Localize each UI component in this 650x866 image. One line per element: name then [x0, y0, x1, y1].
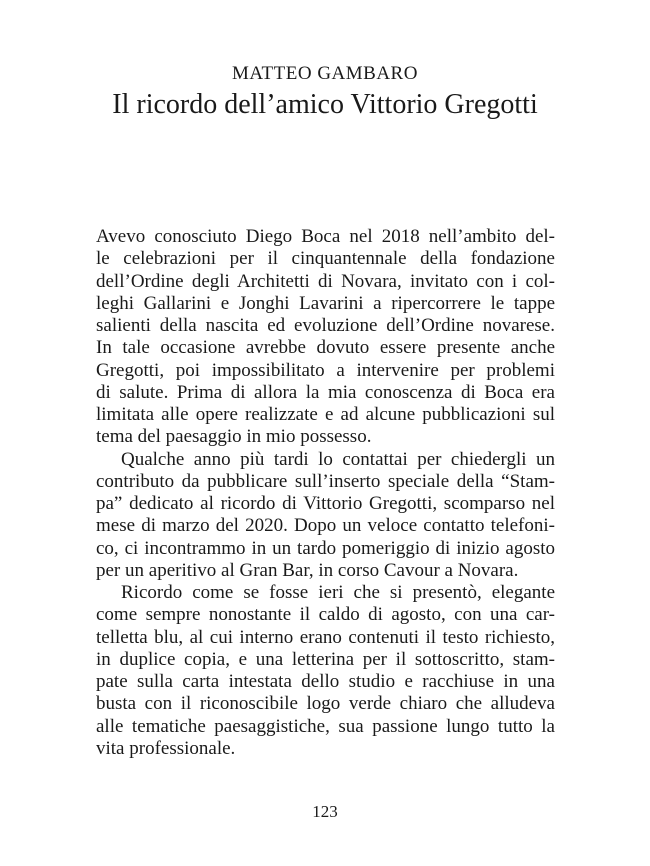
text-line: leghi Gallarini e Jonghi Lavarini a ripercorrere le tappe: [96, 292, 555, 314]
paragraph-2: [96, 449, 555, 583]
text-line: tema del paesaggio in mio possesso.: [96, 426, 372, 448]
text-line: In tale occasione avrebbe dovuto essere presente anche: [96, 337, 555, 359]
text-line: per un aperitivo al Gran Bar, in corso Cavour a Novara.: [96, 559, 519, 581]
author-name: MATTEO GAMBARO: [232, 63, 418, 84]
text-line: busta con il riconoscibile logo verde chiaro che alludeva: [96, 693, 555, 715]
paragraph-1: [96, 226, 555, 449]
body-text: [96, 226, 555, 760]
text-line: vita professionale.: [96, 737, 236, 759]
text-line: Gregotti, poi impossibilitato a intervenire per problemi: [96, 359, 555, 381]
chapter-title: Il ricordo dell’amico Vittorio Gregotti: [112, 89, 538, 120]
text-line: Avevo conosciuto Diego Boca nel 2018 nell’ambito del-: [96, 226, 555, 247]
text-line: dell’Ordine degli Architetti di Novara, invitato con i col-: [96, 270, 555, 292]
text-line: co, ci incontrammo in un tardo pomeriggio di inizio agosto: [96, 537, 555, 559]
paragraph-3: [96, 582, 555, 760]
text-line: di salute. Prima di allora la mia conoscenza di Boca era: [96, 381, 555, 403]
text-line: pa” dedicato al ricordo di Vittorio Gregotti, scomparso nel: [96, 493, 555, 514]
text-line: contributo da pubblicare sull’inserto speciale della “Stam-: [96, 470, 555, 492]
text-line: alle tematiche paesaggistiche, sua passione lungo tutto la: [96, 715, 555, 737]
text-line: pate sulla carta intestata dello studio e racchiuse in una: [96, 671, 555, 692]
text-line: le celebrazioni per il cinquantennale della fondazione: [96, 248, 555, 270]
text-line: limitata alle opere realizzate e ad alcune pubblicazioni sul: [96, 404, 555, 425]
text-line: in duplice copia, e una letterina per il sottoscritto, stam-: [96, 648, 555, 670]
text-line: Ricordo come se fosse ieri che si presentò, elegante: [121, 582, 555, 603]
text-line: come sempre nonostante il caldo di agosto, con una car-: [96, 604, 555, 626]
text-line: Qualche anno più tardi lo contattai per chiedergli un: [121, 448, 555, 470]
text-line: salienti della nascita ed evoluzione dell’Ordine novarese.: [96, 315, 555, 336]
page-number: 123: [312, 802, 338, 821]
text-line: telletta blu, al cui interno erano contenuti il testo richiesto,: [96, 626, 555, 648]
text-line: mese di marzo del 2020. Dopo un veloce contatto telefoni-: [96, 515, 555, 537]
